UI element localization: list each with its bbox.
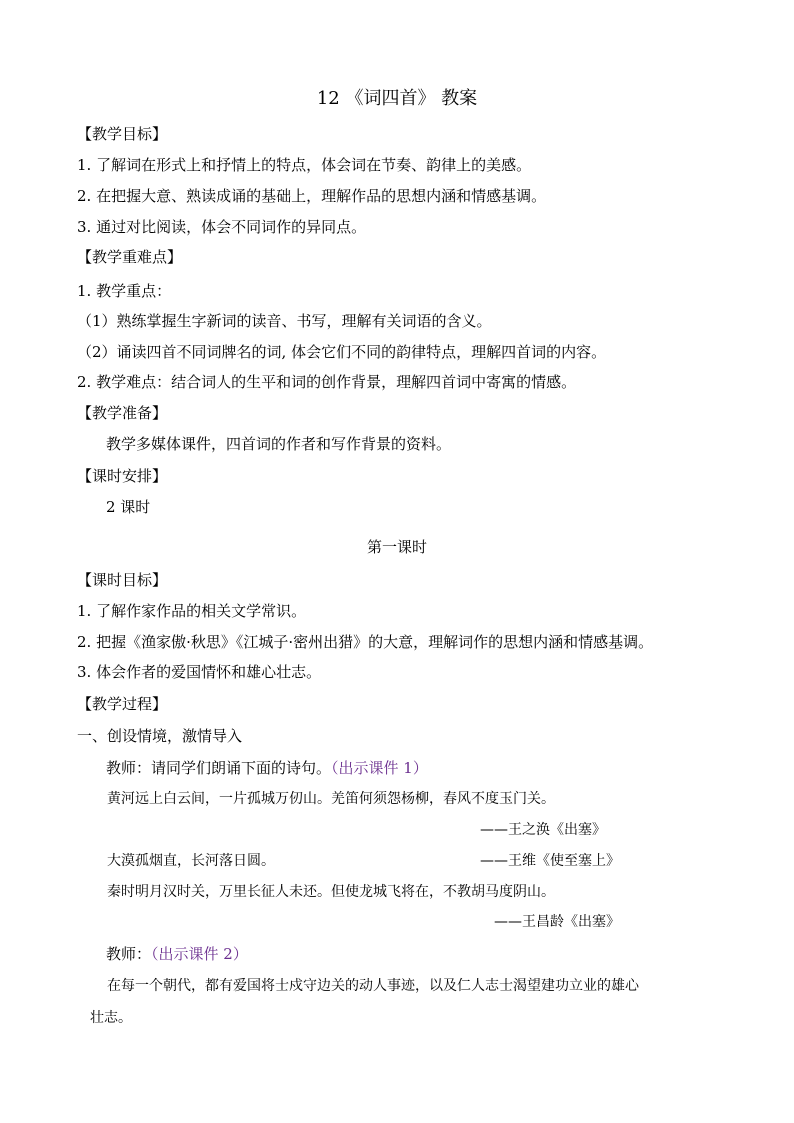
goal-item-2: 2. 在把握大意、熟读成诵的基础上，理解作品的思想内涵和情感基调。: [77, 187, 547, 205]
teacher-instruction-2: 教师：: [106, 945, 152, 963]
section-heading-schedule: 【课时安排】: [77, 467, 168, 485]
section-heading-key-points: 【教学重难点】: [77, 248, 183, 266]
poem-source-3: ——王昌龄《出塞》: [494, 914, 620, 930]
goal-item-3: 3. 通过对比阅读，体会不同词作的异同点。: [77, 218, 367, 236]
paragraph-line-1: 在每一个朝代，都有爱国将士戍守边关的动人事迹，以及仁人志士渴望建功立业的雄心: [107, 978, 639, 994]
key-point-1-2: （2）诵读四首不同词牌名的词, 体会它们不同的韵律特点，理解四首词的内容。: [77, 343, 607, 361]
key-point-2: 2. 教学难点：结合词人的生平和词的创作背景，理解四首词中寄寓的情感。: [77, 373, 577, 391]
teacher-line-2: [106, 944, 248, 964]
teacher-line-1: [106, 758, 428, 778]
poem-source-2: ——王维《使至塞上》: [480, 853, 620, 869]
poem-line-1: 黄河远上白云间，一片孤城万仞山。羌笛何须怨杨柳，春风不度玉门关。: [107, 791, 555, 807]
slide-tag-2: （出示课件 2）: [151, 945, 248, 963]
paragraph-line-2: 壮志。: [90, 1010, 132, 1026]
teacher-instruction-1: 教师：请同学们朗诵下面的诗句。: [106, 759, 332, 777]
poem-source-1: ——王之涣《出塞》: [480, 822, 606, 838]
key-point-1-1: （1）熟练掌握生字新词的读音、书写，理解有关词语的含义。: [77, 312, 492, 330]
section-heading-process: 【教学过程】: [77, 695, 168, 713]
lesson-goal-2: 2. 把握《渔家傲·秋思》《江城子·密州出猎》的大意，理解词作的思想内涵和情感基调。: [77, 633, 654, 651]
section-heading-goals: 【教学目标】: [77, 125, 168, 143]
lesson-goal-3: 3. 体会作者的爱国情怀和雄心壮志。: [77, 663, 322, 681]
page-title: 12 《词四首》 教案: [316, 88, 478, 109]
slide-tag-1: （出示课件 1）: [331, 759, 428, 777]
key-point-1: 1. 教学重点：: [77, 282, 172, 300]
poem-line-3: 秦时明月汉时关，万里长征人未还。但使龙城飞将在，不教胡马度阴山。: [107, 884, 555, 900]
lesson-goal-1: 1. 了解作家作品的相关文学常识。: [77, 602, 307, 620]
step-1-heading: 一、创设情境，激情导入: [77, 727, 243, 745]
poem-line-2: 大漠孤烟直，长河落日圆。: [107, 853, 275, 869]
goal-item-1: 1. 了解词在形式上和抒情上的特点，体会词在节奏、韵律上的美感。: [77, 156, 532, 174]
lesson-title: 第一课时: [366, 538, 427, 556]
preparation-text: 教学多媒体课件，四首词的作者和写作背景的资料。: [106, 435, 452, 453]
section-heading-preparation: 【教学准备】: [77, 404, 168, 422]
section-heading-lesson-goals: 【课时目标】: [77, 571, 168, 589]
schedule-text: 2 课时: [106, 498, 151, 516]
